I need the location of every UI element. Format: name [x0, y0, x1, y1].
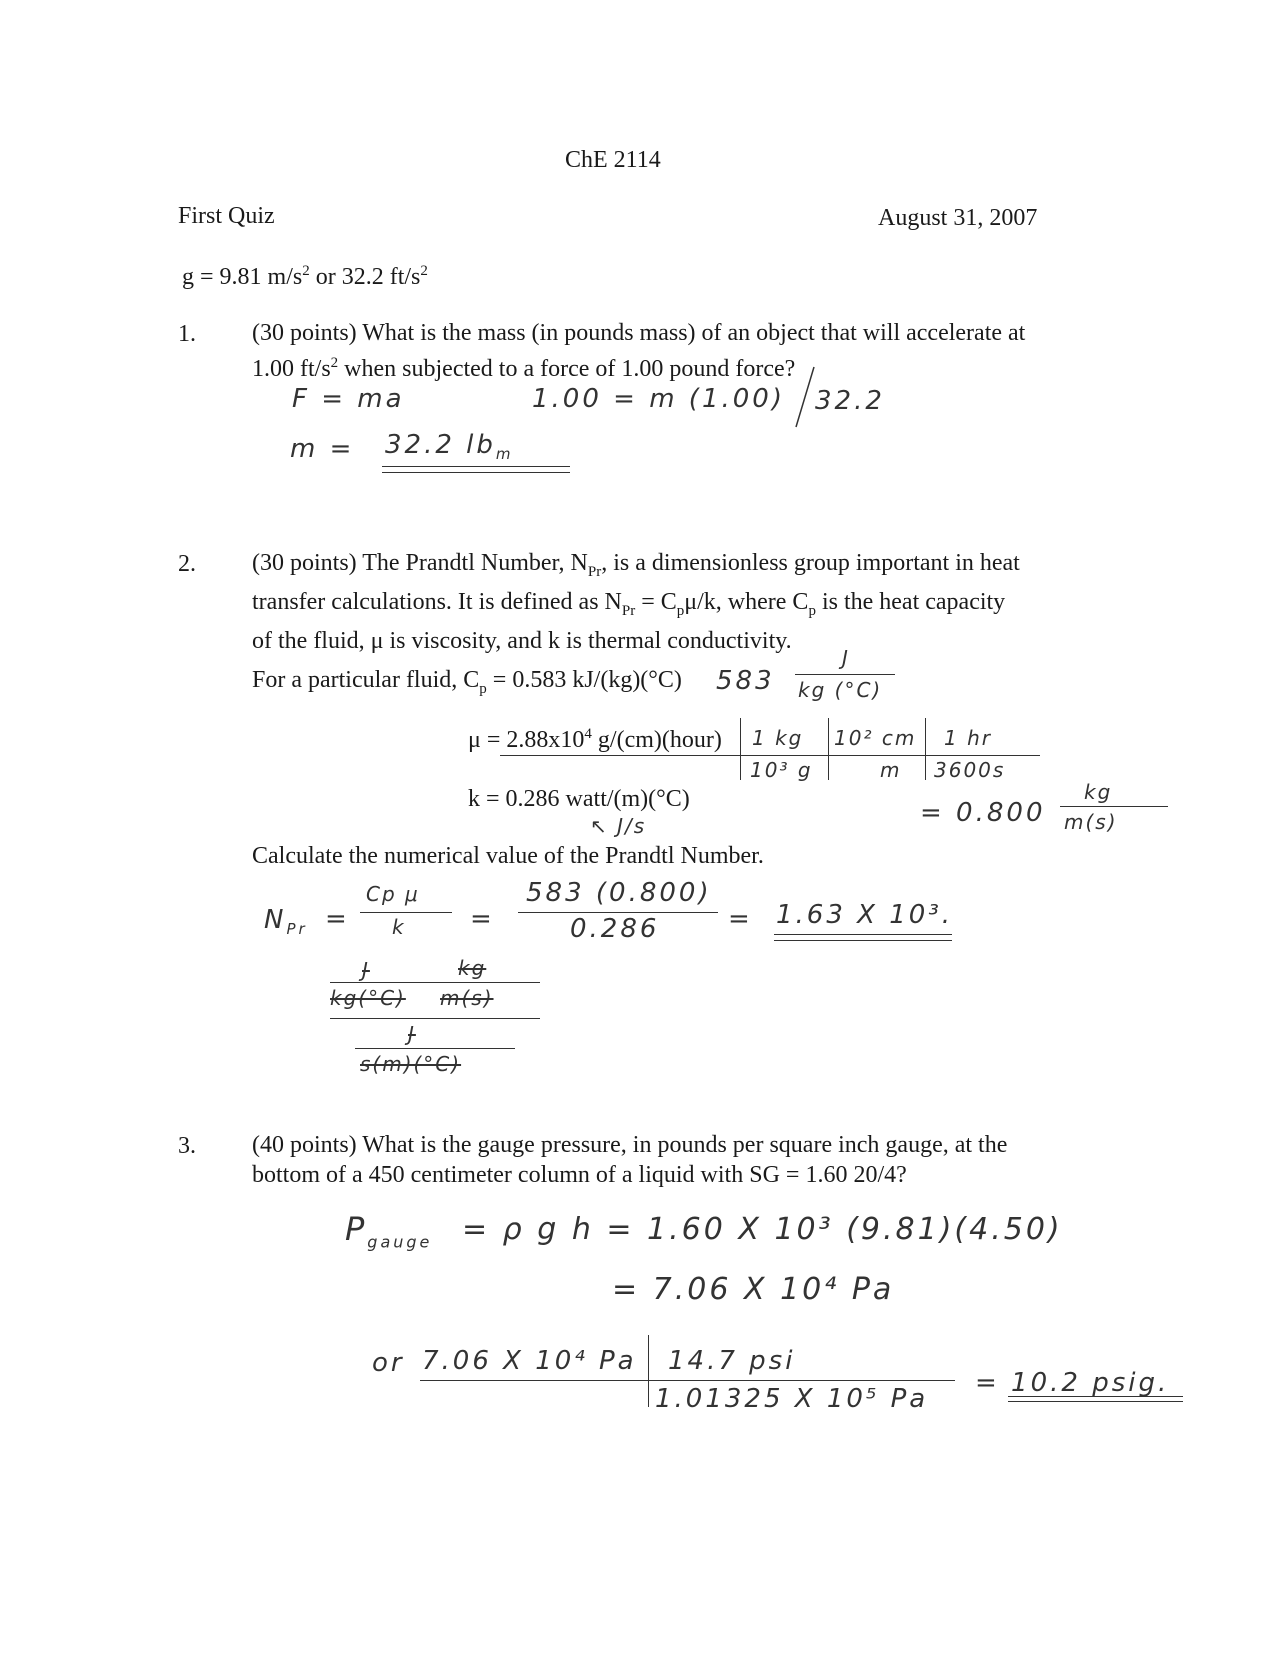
q2-result-underline-1 — [774, 934, 952, 935]
q2-hw-npr: $N_{Pr}$ — [264, 905, 308, 939]
quiz-date: August 31, 2007 — [878, 205, 1038, 231]
q3-hw-line-1: = ρ g h = 1.60 X 10³ (9.81)(4.50) — [462, 1212, 1063, 1247]
q2-hw-units-top-den-b: m(s) — [440, 986, 494, 1010]
q1-text-line-a: (30 points) What is the mass (in pounds mass) of an object that will accelerate at — [252, 320, 1026, 346]
q2-hw-cp-unit-num: J — [842, 646, 850, 670]
q2-hw-mu-result: = 0.800 — [920, 798, 1046, 828]
q3-line-b: bottom of a 450 centimeter column of a liquid with SG = 1.60 20/4? — [252, 1162, 907, 1188]
q2-hw-frac2-den: 0.286 — [570, 914, 660, 944]
q2-hw-mu-unit-num: kg — [1084, 780, 1113, 804]
course-title: ChE 2114 — [565, 147, 661, 173]
q2-hw-units-bot-den: s(m)(°C) — [360, 1052, 462, 1076]
q1-hw-equation: 1.00 = m (1.00) — [532, 384, 785, 414]
q2-hw-conv1-num: 1 kg — [752, 726, 804, 750]
q2-hw-conv3-den: 3600s — [934, 758, 1006, 782]
q2-hw-units-top-b: kg — [458, 956, 487, 980]
q3-hw-line-2: = 7.06 X 10⁴ Pa — [612, 1272, 895, 1307]
gravity-mid: or 32.2 ft/s — [309, 264, 421, 290]
q3-number: 3. — [178, 1133, 196, 1159]
q2-line-1: (30 points) The Prandtl Number, $N_{Pr}$, is a dimensionless group important in heat — [252, 550, 1020, 580]
q2-hw-frac1-num: Cp μ — [366, 882, 420, 906]
q3-text — [252, 1130, 1007, 1190]
q1-hw-answer: 32.2 $lb_m$ — [385, 430, 514, 464]
q3-hw-conv-a: 7.06 X 10⁴ Pa — [422, 1346, 637, 1376]
q2-hw-frac2-bar — [518, 912, 718, 913]
q2-hw-mu-div-3 — [925, 718, 926, 780]
gravity-exp-1: 2 — [302, 263, 310, 279]
q2-cp-given: For a particular fluid, $C_p = 0.583$ kJ/(kg)(°C) — [252, 667, 682, 697]
q1-hw-f-ma: F = ma — [292, 384, 405, 414]
q2-hw-eq-3: = — [728, 904, 753, 934]
quiz-title: First Quiz — [178, 203, 275, 229]
gravity-exp-2: 2 — [420, 263, 428, 279]
q1-text-line-b: 1.00 $ft/s^2$ when subjected to a force of 1.00 pound force? — [252, 355, 796, 382]
q3-hw-final: = 10.2 psig. — [975, 1368, 1170, 1398]
q3-hw-conv-bar — [420, 1380, 955, 1381]
q2-text — [252, 548, 1020, 656]
q2-hw-conv3-num: 1 hr — [944, 726, 992, 750]
gravity-prefix: g = 9.81 m/s — [182, 264, 303, 290]
q2-line-2: transfer calculations. It is defined as $N_{Pr} = C_p\mu/k$, where $C_p$ is the heat capacity — [252, 588, 1006, 619]
q1-answer-underline-2 — [382, 472, 570, 473]
q2-hw-units-bot-num: J — [408, 1022, 416, 1046]
q2-hw-conv1-den: 10³ g — [750, 758, 813, 782]
q2-hw-units-top-den-a: kg(°C) — [330, 986, 406, 1010]
q2-hw-units-bot-bar — [355, 1048, 515, 1049]
q2-hw-eq-1: = — [325, 904, 350, 934]
q1-number: 1. — [178, 321, 196, 347]
q2-hw-cp-value: 583 — [716, 666, 775, 696]
q2-hw-units-top-a: J — [362, 958, 370, 982]
q2-result-underline-2 — [774, 940, 952, 941]
q1-answer-underline-1 — [382, 466, 570, 467]
q3-final-underline-2 — [1008, 1401, 1183, 1402]
q3-hw-conv-div — [648, 1335, 649, 1407]
q2-hw-cp-unit-den: kg (°C) — [798, 678, 883, 702]
q2-calc-prompt: Calculate the numerical value of the Prandtl Number. — [252, 843, 764, 869]
q1-hw-m-equals: m = — [290, 434, 355, 464]
q2-line-3: of the fluid, μ is viscosity, and k is thermal conductivity. — [252, 627, 792, 654]
q2-hw-mu-bar — [500, 755, 1040, 756]
q3-hw-conv-num: 14.7 psi — [668, 1346, 796, 1376]
q2-hw-mu-unit-den: m(s) — [1064, 810, 1118, 834]
q2-hw-mu-unit-bar — [1060, 806, 1168, 807]
q2-hw-mu-div-2 — [828, 718, 829, 780]
q2-hw-conv2-den: m — [880, 758, 902, 782]
q3-hw-p-gauge: $P_{gauge}$ — [345, 1210, 433, 1252]
q2-hw-cp-bar — [795, 674, 895, 675]
q1-text — [252, 318, 1025, 384]
q3-final-underline-1 — [1008, 1396, 1183, 1397]
q2-hw-frac1-bar — [360, 912, 452, 913]
q2-hw-k-note: ↖ J/s — [590, 814, 647, 838]
q2-mu-given: $\mu = 2.88x10^4$ g/(cm)(hour) — [468, 726, 722, 753]
gravity-constant — [182, 262, 428, 292]
q3-line-a: (40 points) What is the gauge pressure, in pounds per square inch gauge, at the — [252, 1132, 1008, 1158]
q2-hw-frac1-den: k — [392, 915, 406, 939]
q2-hw-eq-2: = — [470, 904, 495, 934]
q2-hw-mu-div-1 — [740, 718, 741, 780]
q2-hw-conv2-num: 10² cm — [834, 726, 917, 750]
q1-hw-divisor: 32.2 — [815, 386, 885, 416]
q2-number: 2. — [178, 551, 196, 577]
q2-hw-result: 1.63 X 10³. — [776, 900, 954, 930]
q3-hw-or: or — [372, 1348, 405, 1378]
q2-k-given: k = 0.286 watt/(m)(°C) — [468, 786, 690, 812]
q2-hw-units-inner-bar — [330, 982, 540, 983]
q3-hw-conv-den: 1.01325 X 10⁵ Pa — [655, 1384, 929, 1414]
q2-hw-units-main-bar — [330, 1018, 540, 1019]
q2-hw-frac2-num: 583 (0.800) — [526, 878, 712, 908]
